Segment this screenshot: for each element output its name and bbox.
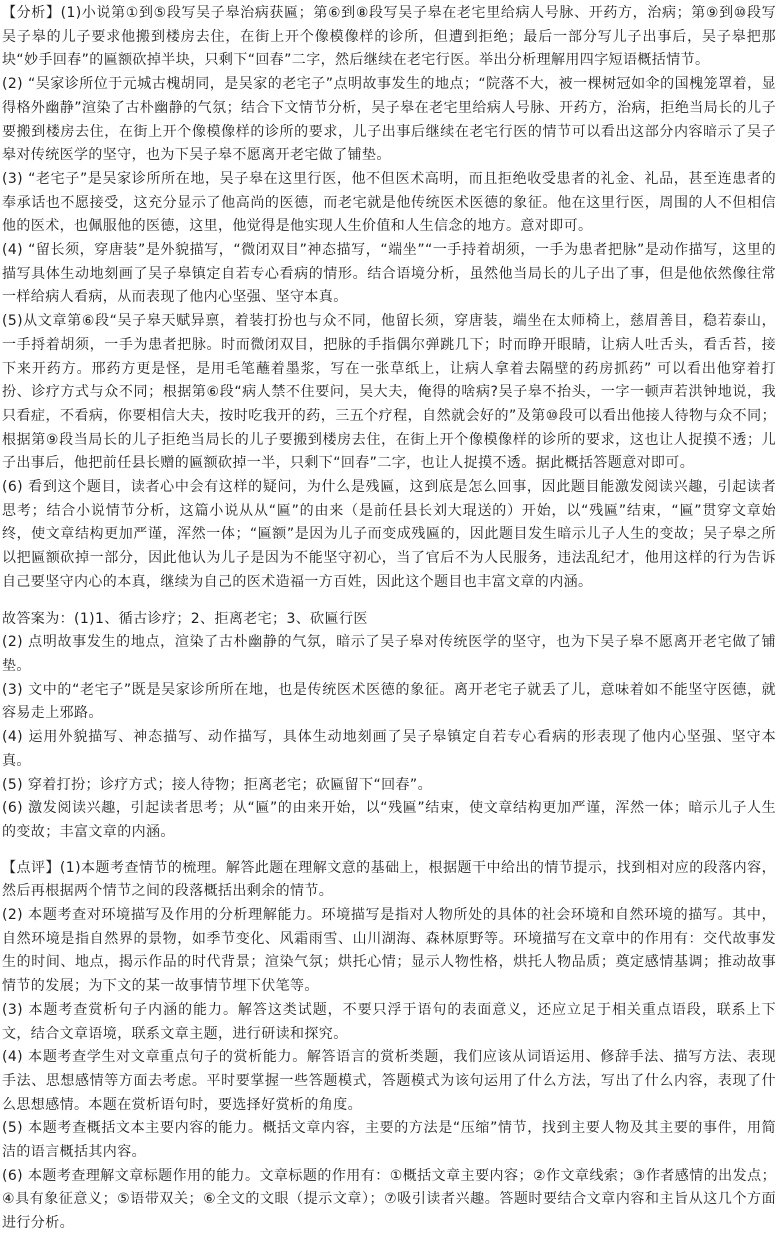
comment-paragraph-1: 【点评】(1)本题考查情节的梳理。解答此题在理解文意的基础上，根据题干中给出的情节提示，找到相对应的段落内容，然后再根据两个情节之间的段落概括出剩余的情节。 [2,859,776,900]
analysis-paragraph-2: (2) “吴家诊所位于元城古槐胡同，是吴家的老宅子”点明故事发生的地点；“院落不大，被一棵树冠如伞的国槐笼罩着，显得格外幽静”渲染了古朴幽静的气氛；结合下文情节分析，吴子皋在老宅里给病人号脉、开药方，治病，拒绝当局长的儿子要搬到楼房去住，在街上开个像模像样的诊所的要求，儿子出事后继续在老宅行医的情节可以看出这部分内容暗示了吴子皋对传统医学的坚守，也为下吴子皋不愿离开老宅做了铺垫。 [2,76,776,164]
answer-section [2,608,776,845]
comment-paragraph-3: (3) 本题考查赏析句子内涵的能力。解答这类试题，不要只浮于语句的表面意义，还应立足于相关重点语段，联系上下文，结合文章语境，联系文章主题，进行研读和探究。 [2,1001,776,1042]
answer-line-4: (4) 运用外貌描写、神态描写、动作描写，具体生动地刻画了吴子皋镇定自若专心看病的形表现了他内心坚强、坚守本真。 [2,729,776,769]
comment-paragraph-4: (4) 本题考查学生对文章重点句子的赏析能力。解答语言的赏析类题，我们应该从词语运用、修辞手法、描写方法、表现手法、思想感情等方面去考虑。平时要掌握一些答题模式，答题模式为该句运用了什么方法，写出了什么内容，表现了什么思想感情。本题在赏析语句时，要选择好赏析的角度。 [2,1049,776,1113]
comment-paragraph-6: (6) 本题考查理解文章标题作用的能力。文章标题的作用有：①概括文章主要内容；②作文章线索；③作者感情的出发点；④具有象征意义；⑤语带双关；⑥全文的文眼（提示文章）；⑦吸引读者兴趣。答题时要结合文章内容和主旨从这几个方面进行分析。 [2,1167,776,1232]
comment-paragraph-5: (5) 本题考查概括文本主要内容的能力。概括文章内容，主要的方法是“压缩”情节，找到主要人物及其主要的事件，用简洁的语言概括其内容。 [2,1120,776,1161]
analysis-paragraph-6: (6) 看到这个题目，读者心中会有这样的疑问，为什么是残匾，这到底是怎么回事，因此题目能激发阅读兴趣，引起读者思考；结合小说情节分析，这篇小说从从“匾”的由来（是前任县长刘大琨送的）开始，以“残匾”结束，“匾”贯穿文章始终，使文章结构更加严谨，浑然一体；“匾额”是因为儿子而变成残匾的，因此题目发生暗示儿子人生的变故；吴子皋之所以把匾额砍掉一部分，因此他认为儿子是因为不能坚守初心，当了官后不为人民服务，违法乱纪才，他用这样的行为告诉自己要坚守内心的本真，继续为自己的医术造福一方百姓，因此这个题目也丰富文章的内涵。 [2,479,776,590]
comment-section [2,857,776,1236]
analysis-paragraph-4: (4) “留长须，穿唐装”是外貌描写，“微闭双目”神态描写，“端坐”“一手持着胡须，一手为患者把脉”是动作描写，这里的描写具体生动地刻画了吴子皋镇定自若专心看病的情形。结合语境分析，虽然他当局长的儿子出了事，但是他依然像往常一样给病人看病，从而表现了他内心坚强、坚守本真。 [2,242,776,306]
answer-line-5: (5) 穿着打扮；诊疗方式；接人待物；拒离老宅；砍匾留下“回春”。 [2,776,432,793]
answer-line-2: (2) 点明故事发生的地点，渲染了古朴幽静的气氛，暗示了吴子皋对传统医学的坚守，也为下吴子皋不愿离开老宅做了铺垫。 [2,634,776,674]
analysis-section [2,2,776,595]
analysis-paragraph-3: (3) “老宅子”是吴家诊所所在地，吴子皋在这里行医，他不但医术高明，而且拒绝收受患者的礼金、礼品，甚至连患者的奉承话也不愿接受，这充分显示了他高尚的医德，而老宅就是他传统医术医德的象征。他在这里行医，周围的人不但相信他的医术，也佩服他的医德，这里，他觉得是他实现人生价值和人生信念的地方。意对即可。 [2,170,776,235]
section-spacer [2,845,776,857]
comment-paragraph-2: (2) 本题考查对环境描写及作用的分析理解能力。环境描写是指对人物所处的具体的社会环境和自然环境的描写。其中，自然环境是指自然界的景物，如季节变化、风霜雨雪、山川湖海、森林原野等。环境描写在文章中的作用有：交代故事发生的时间、地点，揭示作品的时代背景；渲染气氛；烘托心情；显示人物性格，烘托人物品质；奠定感情基调；推动故事情节的发展；为下文的某一故事情节埋下伏笔等。 [2,907,776,995]
analysis-paragraph-5: (5)从文章第⑥段“吴子皋天赋异禀，着装打扮也与众不同，他留长须，穿唐装，端坐在太师椅上，慈眉善目，稳若泰山，一手捋着胡须，一手为患者把脉。时而微闭双目，把脉的手指偶尔弹跳几下；时而睁开眼睛，让病人吐舌头，看舌苔，接下来开药方。邢药方更是怪，是用毛笔蘸着墨浆，写在一张草纸上，让病人拿着去隔壁的药房抓药” 可以看出他穿着打扮、诊疗方式与众不同；根据第⑥段“病人禁不住要问，吴大夫，俺得的啥病?吴子皋不抬头，一字一顿声若洪钟地说，我只看症，不看病，你要相信大夫，按时吃我开的药，三五个疗程，自然就会好的”及第⑩段可以看出他接人待物与众不同；根据第⑨段当局长的儿子拒绝当局长的儿子要搬到楼房去住，在街上开个像模像样的诊所的要求，这也让人捉摸不透；儿子出事后，他把前任县长赠的匾额砍掉一半，只剩下“回春”二字，也让人捉摸不透。据此概括答题意对即可。 [2,313,776,472]
section-spacer [2,595,776,608]
answer-line-1: 故答案为：(1)1、循古诊疗；2、拒离老宅；3、砍匾行医 [2,610,368,627]
analysis-paragraph-1: 【分析】(1)小说第①到⑤段写吴子皋治病获匾；第⑥到⑧段写吴子皋在老宅里给病人号脉、开药方，治病；第⑨到⑩段写吴子皋的儿子要求他搬到楼房去住，在街上开个像模像样的诊所，但遭到拒绝；最后一部分写儿子出事后，吴子皋把那块“妙手回春”的匾额砍掉半块，只剩下“回春”二字，然后继续在老宅行医。举出分析理解用四字短语概括情节。 [2,5,776,69]
answer-line-3: (3) 文中的“老宅子”既是吴家诊所所在地，也是传统医术医德的象征。离开老宅子就丢了儿，意味着如不能坚守医德，就容易走上邪路。 [2,681,776,722]
answer-line-6: (6) 激发阅读兴趣，引起读者思考；从“匾”的由来开始，以“残匾”结束，使文章结构更加严谨，浑然一体；暗示儿子人生的变故；丰富文章的内涵。 [2,800,776,840]
